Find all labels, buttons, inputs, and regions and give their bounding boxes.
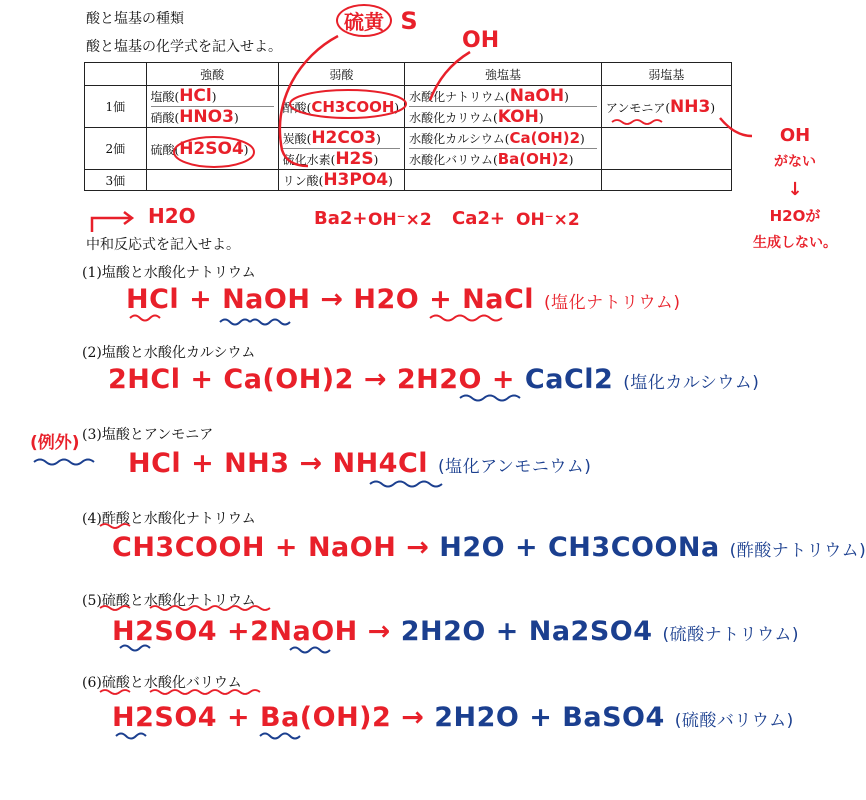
equation-2 [108, 364, 759, 395]
equation-blue: H2O + CH3COONa [439, 532, 720, 563]
valence-cell: 1価 [85, 86, 147, 128]
answer-ch3cooh: CH3COOH [311, 97, 395, 116]
table-entry: 水酸化ナトリウム(NaOH) [409, 86, 569, 106]
table-header-blank [85, 63, 147, 86]
problem-label: (1)塩酸と水酸化ナトリウム [82, 265, 256, 281]
table-header-strong-base: 強塩基 [405, 63, 602, 86]
underline-h [130, 316, 160, 321]
answer-caoh2: Ca(OH)2 [509, 129, 581, 147]
equation-blue: 2H2O + Na2SO4 [400, 616, 653, 647]
equation-6 [112, 702, 794, 733]
side-note-line4: 生成しない。 [753, 235, 837, 251]
ion-oh-1: OH⁻×2 [368, 210, 432, 230]
equation-blue: CaCl2 [524, 364, 614, 395]
table-entry: 水酸化バリウム(Ba(OH)2) [409, 148, 597, 169]
strong-base-cell [405, 128, 602, 170]
underline-cacl2 [460, 396, 520, 401]
equation-red: HCl + NH3 → NH4Cl [128, 448, 429, 479]
ion-ca: Ca2+ [452, 208, 505, 229]
underline-nh4cl [370, 482, 442, 487]
answer-baoh2: Ba(OH)2 [497, 150, 569, 168]
equation-red: H2SO4 +2NaOH → [112, 616, 391, 647]
ion-oh-2: OH⁻×2 [516, 210, 580, 230]
underline-oh-6 [260, 734, 300, 739]
strong-base-cell [405, 170, 602, 191]
side-note-line3: H2Oが [769, 207, 821, 225]
exception-tag: (例外) [30, 433, 80, 453]
table-entry: アンモニア(NH3) [605, 96, 716, 117]
underline-na [220, 320, 250, 325]
underline-oh-5 [290, 648, 330, 653]
underline-h2-6 [116, 734, 146, 739]
instruction-neutralization: 中和反応式を記入せよ。 [86, 237, 240, 253]
problem-label: (3)塩酸とアンモニア [82, 427, 214, 443]
answer-nh3: NH3 [670, 96, 711, 117]
ion-h2o: H2O [148, 204, 196, 228]
circled-annotation [336, 4, 418, 37]
strong-acid-cell [146, 86, 278, 128]
weak-acid-cell [278, 86, 405, 128]
answer-h2so4: H2SO4 [179, 138, 244, 159]
underline-oh [250, 320, 290, 325]
problem-label: (2)塩酸と水酸化カルシウム [82, 345, 256, 361]
table-header-strong-acid: 強酸 [146, 63, 278, 86]
answer-koh: KOH [497, 107, 539, 127]
equation-5 [112, 616, 799, 647]
weak-base-cell [601, 128, 731, 170]
weak-acid-cell [278, 170, 405, 191]
table-header-weak-base: 弱塩基 [601, 63, 731, 86]
product-name: (塩化ナトリウム) [543, 293, 681, 313]
table-entry: 水酸化カリウム(KOH) [409, 106, 597, 127]
side-note-line1: OH [779, 125, 811, 146]
answer-h2co3: H2CO3 [311, 128, 377, 148]
equation-red: 2HCl + Ca(OH)2 → 2H2O + [108, 364, 515, 395]
circled-label: 硫黄 [336, 4, 392, 37]
equation-3 [128, 448, 591, 479]
arrow-h2o-head [124, 212, 132, 224]
equation-blue: 2H2O + BaSO4 [434, 702, 665, 733]
table-row [85, 86, 732, 128]
answer-hno3: HNO3 [179, 107, 234, 127]
product-name: (塩化カルシウム) [623, 373, 760, 393]
underline-exception [34, 460, 94, 465]
equation-red: HCl + NaOH → H2O + NaCl [126, 284, 535, 315]
problem-label: (4)酢酸と水酸化ナトリウム [82, 511, 256, 527]
equation-red: CH3COOH + NaOH → [112, 532, 430, 563]
table-header-weak-acid: 弱酸 [278, 63, 405, 86]
table-entry: 塩酸(HCl) [150, 86, 217, 106]
circled-suffix: S [400, 7, 418, 35]
valence-cell: 3価 [85, 170, 147, 191]
table-entry: 酢酸(CH3COOH) [282, 97, 400, 116]
problem-label: (6)硫酸と水酸化バリウム [82, 675, 242, 691]
arrow-h2o [92, 218, 130, 232]
table-entry: リン酸(H3PO4) [282, 170, 393, 190]
table-entry: 硝酸(HNO3) [151, 106, 274, 127]
problem-label: (5)硫酸と水酸化ナトリウム [82, 593, 256, 609]
answer-hcl: HCl [179, 86, 212, 106]
page-title: 酸と塩基の種類 [86, 11, 184, 27]
table-row [85, 128, 732, 170]
answer-naoh: NaOH [509, 86, 565, 106]
underline-nacl [430, 316, 502, 321]
equation-red: H2SO4 + Ba(OH)2 → [112, 702, 425, 733]
side-note-arrow: ↓ [787, 179, 803, 200]
strong-base-cell [405, 86, 602, 128]
weak-acid-cell [278, 128, 405, 170]
weak-base-cell [601, 170, 731, 191]
side-note-line2: がない [774, 154, 816, 170]
answer-h3po4: H3PO4 [323, 170, 389, 190]
weak-base-cell [601, 86, 731, 128]
product-name: (酢酸ナトリウム) [729, 541, 866, 561]
ion-ba: Ba2+ [314, 208, 368, 229]
product-name: (硫酸ナトリウム) [662, 625, 800, 645]
side-note [752, 122, 838, 257]
valence-cell: 2価 [85, 128, 147, 170]
equation-1 [126, 284, 681, 315]
product-name: (硫酸バリウム) [674, 711, 794, 731]
strong-acid-cell [146, 128, 278, 170]
answer-h2s: H2S [335, 149, 374, 169]
table-entry: 硫化水素(H2S) [283, 148, 401, 169]
instruction-table: 酸と塩基の化学式を記入せよ。 [86, 39, 282, 55]
table-entry: 水酸化カルシウム(Ca(OH)2) [409, 129, 585, 147]
product-name: (塩化アンモニウム) [437, 457, 592, 477]
oh-annotation: OH [462, 28, 500, 53]
acid-base-table [84, 62, 732, 191]
table-row [85, 170, 732, 191]
table-entry: 炭酸(H2CO3) [282, 128, 381, 148]
equation-4 [112, 532, 866, 563]
strong-acid-cell [146, 170, 278, 191]
table-entry: 硫酸(H2SO4) [150, 138, 249, 159]
